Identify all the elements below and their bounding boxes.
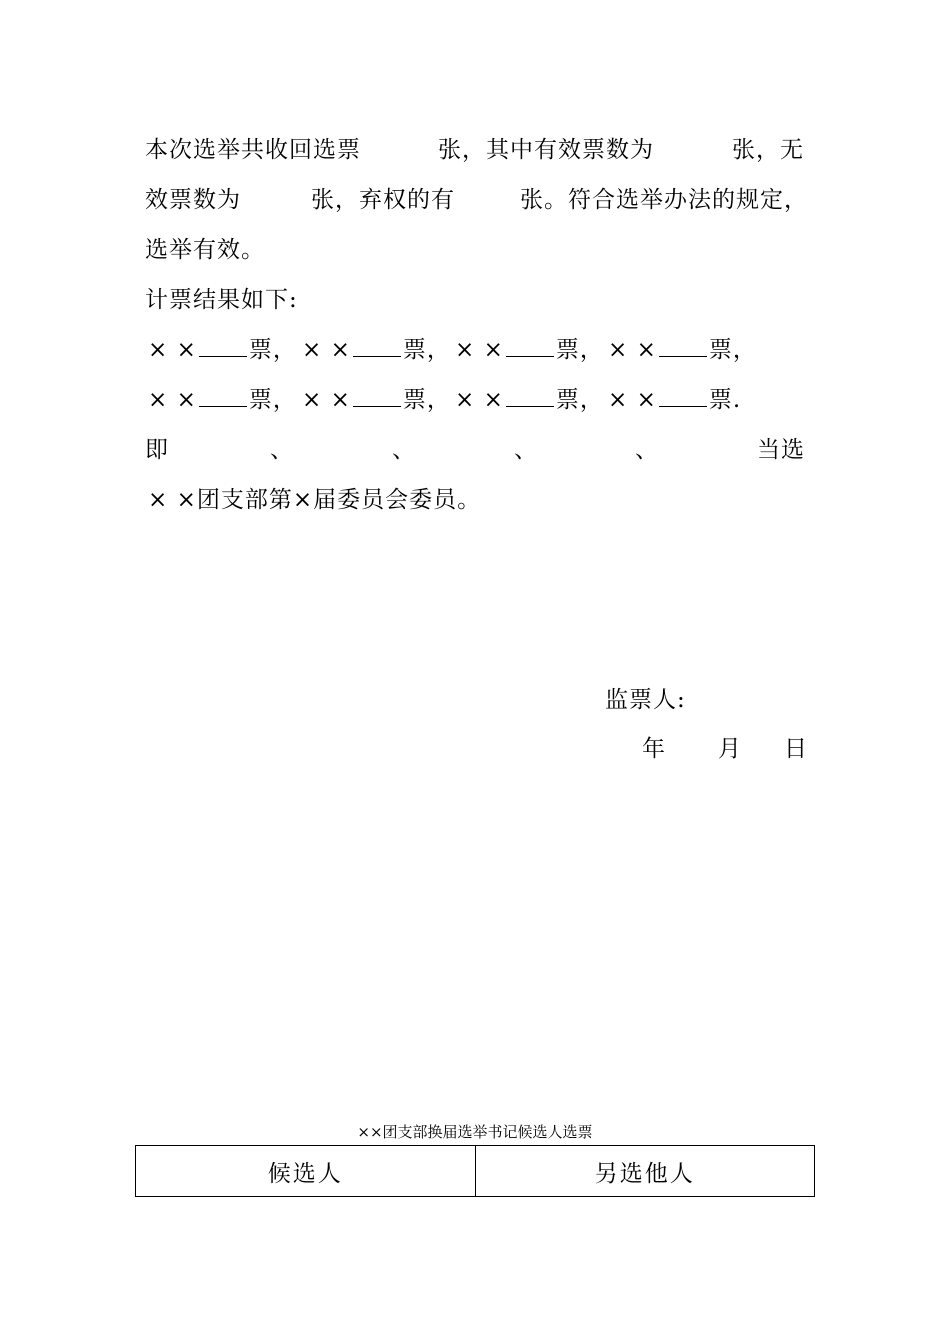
candidate-mark: × ×: [455, 337, 504, 363]
line2-part-c-wrap: [520, 185, 808, 215]
vote-row-2-item-2: [302, 385, 451, 415]
line1-part-c-wrap: [732, 135, 804, 165]
vote-unit: 票，: [402, 387, 451, 413]
vote-unit: 票，: [555, 387, 604, 413]
vote-row-1-item-3: [455, 335, 604, 365]
vote-blank: [506, 386, 554, 407]
ballot-col-other: 另选他人: [475, 1146, 815, 1197]
ballot-table: [135, 1145, 815, 1197]
vote-blank: [659, 336, 707, 357]
ballot-title: ××团支部换届选举书记候选人选票: [357, 1123, 593, 1141]
vote-unit: 票，: [248, 337, 297, 363]
line1-part-a: 本次选举共收回选票: [145, 137, 361, 163]
vote-row-2-item-1: [148, 385, 297, 415]
elected-separator: 、: [635, 437, 659, 463]
vote-blank: [353, 386, 401, 407]
committee-line: × ×团支部第×届委员会委员。: [148, 487, 482, 513]
vote-blank: [659, 386, 707, 407]
report-line-1: [145, 135, 361, 165]
elected-separator: 、: [514, 437, 538, 463]
vote-row-1-item-2: [302, 335, 451, 365]
candidate-mark: × ×: [608, 337, 657, 363]
candidate-mark: × ×: [302, 387, 351, 413]
vote-unit: 票，: [248, 387, 297, 413]
candidate-mark: × ×: [302, 337, 351, 363]
line2-part-a-wrap: [145, 185, 241, 215]
monitor-label: 监票人:: [605, 687, 686, 713]
result-heading: 计票结果如下:: [145, 287, 298, 313]
vote-unit: 票，: [708, 337, 757, 363]
vote-row-1-item-4: [608, 335, 757, 365]
line2-part-b-wrap: [311, 185, 455, 215]
report-line-3: 选举有效。: [145, 237, 265, 263]
vote-row-2-item-4: [608, 385, 741, 415]
line1-part-c: 张，无: [732, 137, 804, 163]
vote-unit: 票，: [555, 337, 604, 363]
line2-part-a: 效票数为: [145, 187, 241, 213]
vote-unit: 票.: [708, 387, 742, 413]
vote-row-1: [148, 335, 297, 365]
vote-row-2-item-3: [455, 385, 604, 415]
ballot-col-candidate: 候选人: [136, 1146, 476, 1197]
vote-blank: [353, 336, 401, 357]
date-month: 月: [718, 736, 742, 762]
line1-part-b: 张，其中有效票数为: [438, 137, 654, 163]
ballot-header-row: [136, 1146, 815, 1197]
date-year: 年: [642, 736, 666, 762]
vote-unit: 票，: [402, 337, 451, 363]
vote-blank: [506, 336, 554, 357]
elected-prefix: 即: [145, 437, 169, 463]
line2-part-c: 张。符合选举办法的规定，: [520, 187, 808, 213]
date-day: 日: [784, 736, 808, 762]
elected-separator: 、: [270, 437, 294, 463]
candidate-mark: × ×: [148, 337, 197, 363]
line1-part-b-wrap: [438, 135, 654, 165]
candidate-mark: × ×: [455, 387, 504, 413]
line2-part-b: 张，弃权的有: [311, 187, 455, 213]
vote-blank: [199, 336, 247, 357]
vote-blank: [199, 386, 247, 407]
candidate-mark: × ×: [608, 387, 657, 413]
elected-separator: 、: [392, 437, 416, 463]
candidate-mark: × ×: [148, 387, 197, 413]
elected-suffix: 当选: [757, 437, 805, 463]
